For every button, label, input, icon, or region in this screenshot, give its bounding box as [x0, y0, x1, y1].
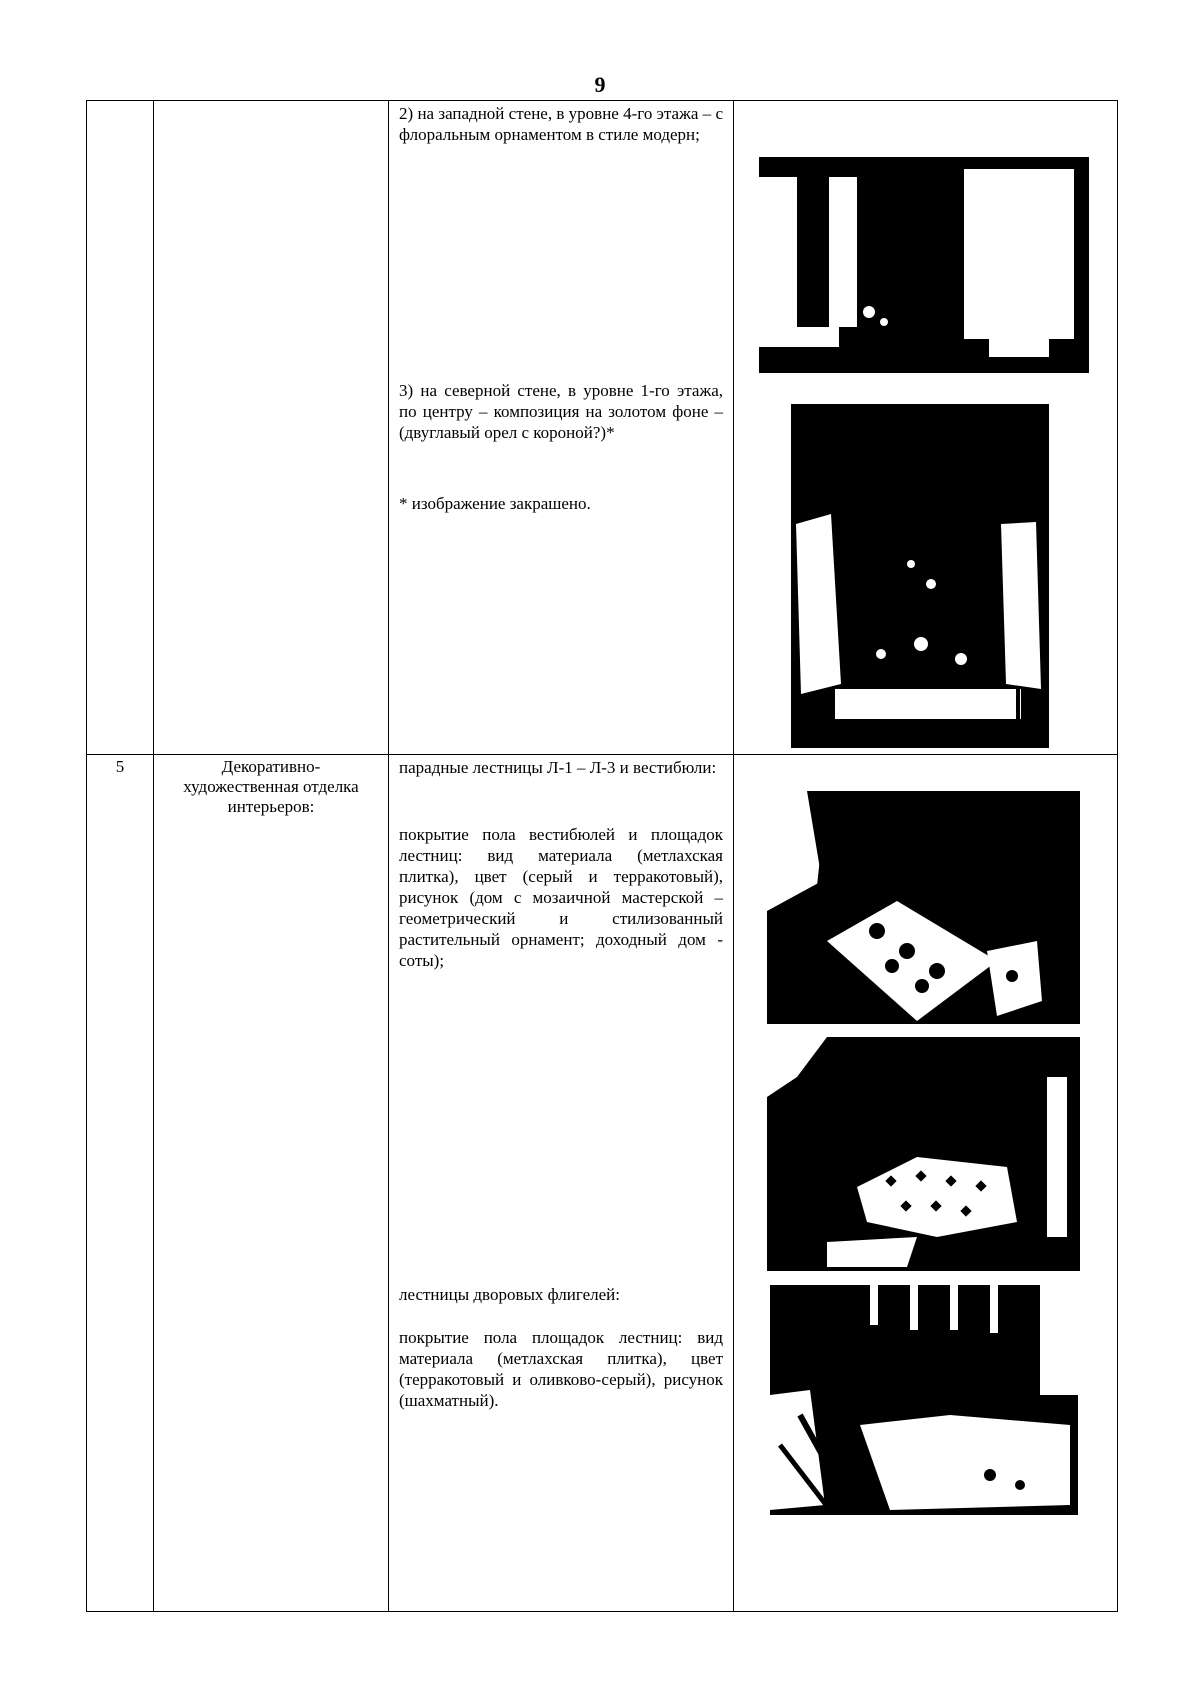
row-number: 5 — [115, 757, 125, 776]
row-number-cell — [87, 101, 154, 755]
footnote-painted-over: * изображение закрашено. — [399, 494, 591, 513]
main-stairs-text: покрытие пола вестибюлей и площадок лестниц: вид материала (метлахская плитка), цвет (серый и терракотовый), рисунок (дом с мозаичной мастерской – геометрический и стилизованный растительный орнамент; доходный дом - соты); — [399, 825, 723, 970]
item-west-wall: 2) на западной стене, в уровне 4-го этажа – с флоральным орнаментом в стиле модерн; — [399, 104, 723, 144]
photo-west-wall-ornament — [759, 127, 1089, 373]
item-north-wall: 3) на северной стене, в уровне 1-го этажа, по центру – композиция на золотом фоне – (двуглавый орел с короной?)* — [399, 381, 723, 442]
row-name: Декоративно-художественная отделка интерьеров: — [183, 757, 359, 816]
main-stairs-heading: парадные лестницы Л-1 – Л-3 и вестибюли: — [399, 758, 717, 777]
row-image-cell — [734, 755, 1118, 1612]
photo-north-wall-composition — [791, 404, 1049, 748]
page-number: 9 — [594, 72, 606, 97]
photo-vestibule-floor-ornament — [767, 791, 1080, 1024]
row-number-cell — [87, 755, 154, 1612]
row-image-cell — [734, 101, 1118, 755]
row-description-cell — [389, 755, 734, 1612]
row-name-cell — [154, 101, 389, 755]
yard-stairs-text: покрытие пола площадок лестниц: вид материала (метлахская плитка), цвет (терракотовый и оливково-серый), рисунок (шахматный). — [399, 1328, 723, 1410]
photo-yard-stairs-floor — [770, 1285, 1078, 1515]
table-row — [87, 755, 1118, 1612]
row-description-cell — [389, 101, 734, 755]
yard-stairs-heading: лестницы дворовых флигелей: — [399, 1285, 620, 1304]
photo-stair-landing-tiles — [767, 1037, 1080, 1271]
table-row — [87, 101, 1118, 755]
row-name-cell — [154, 755, 389, 1612]
document-table — [86, 100, 1118, 1612]
